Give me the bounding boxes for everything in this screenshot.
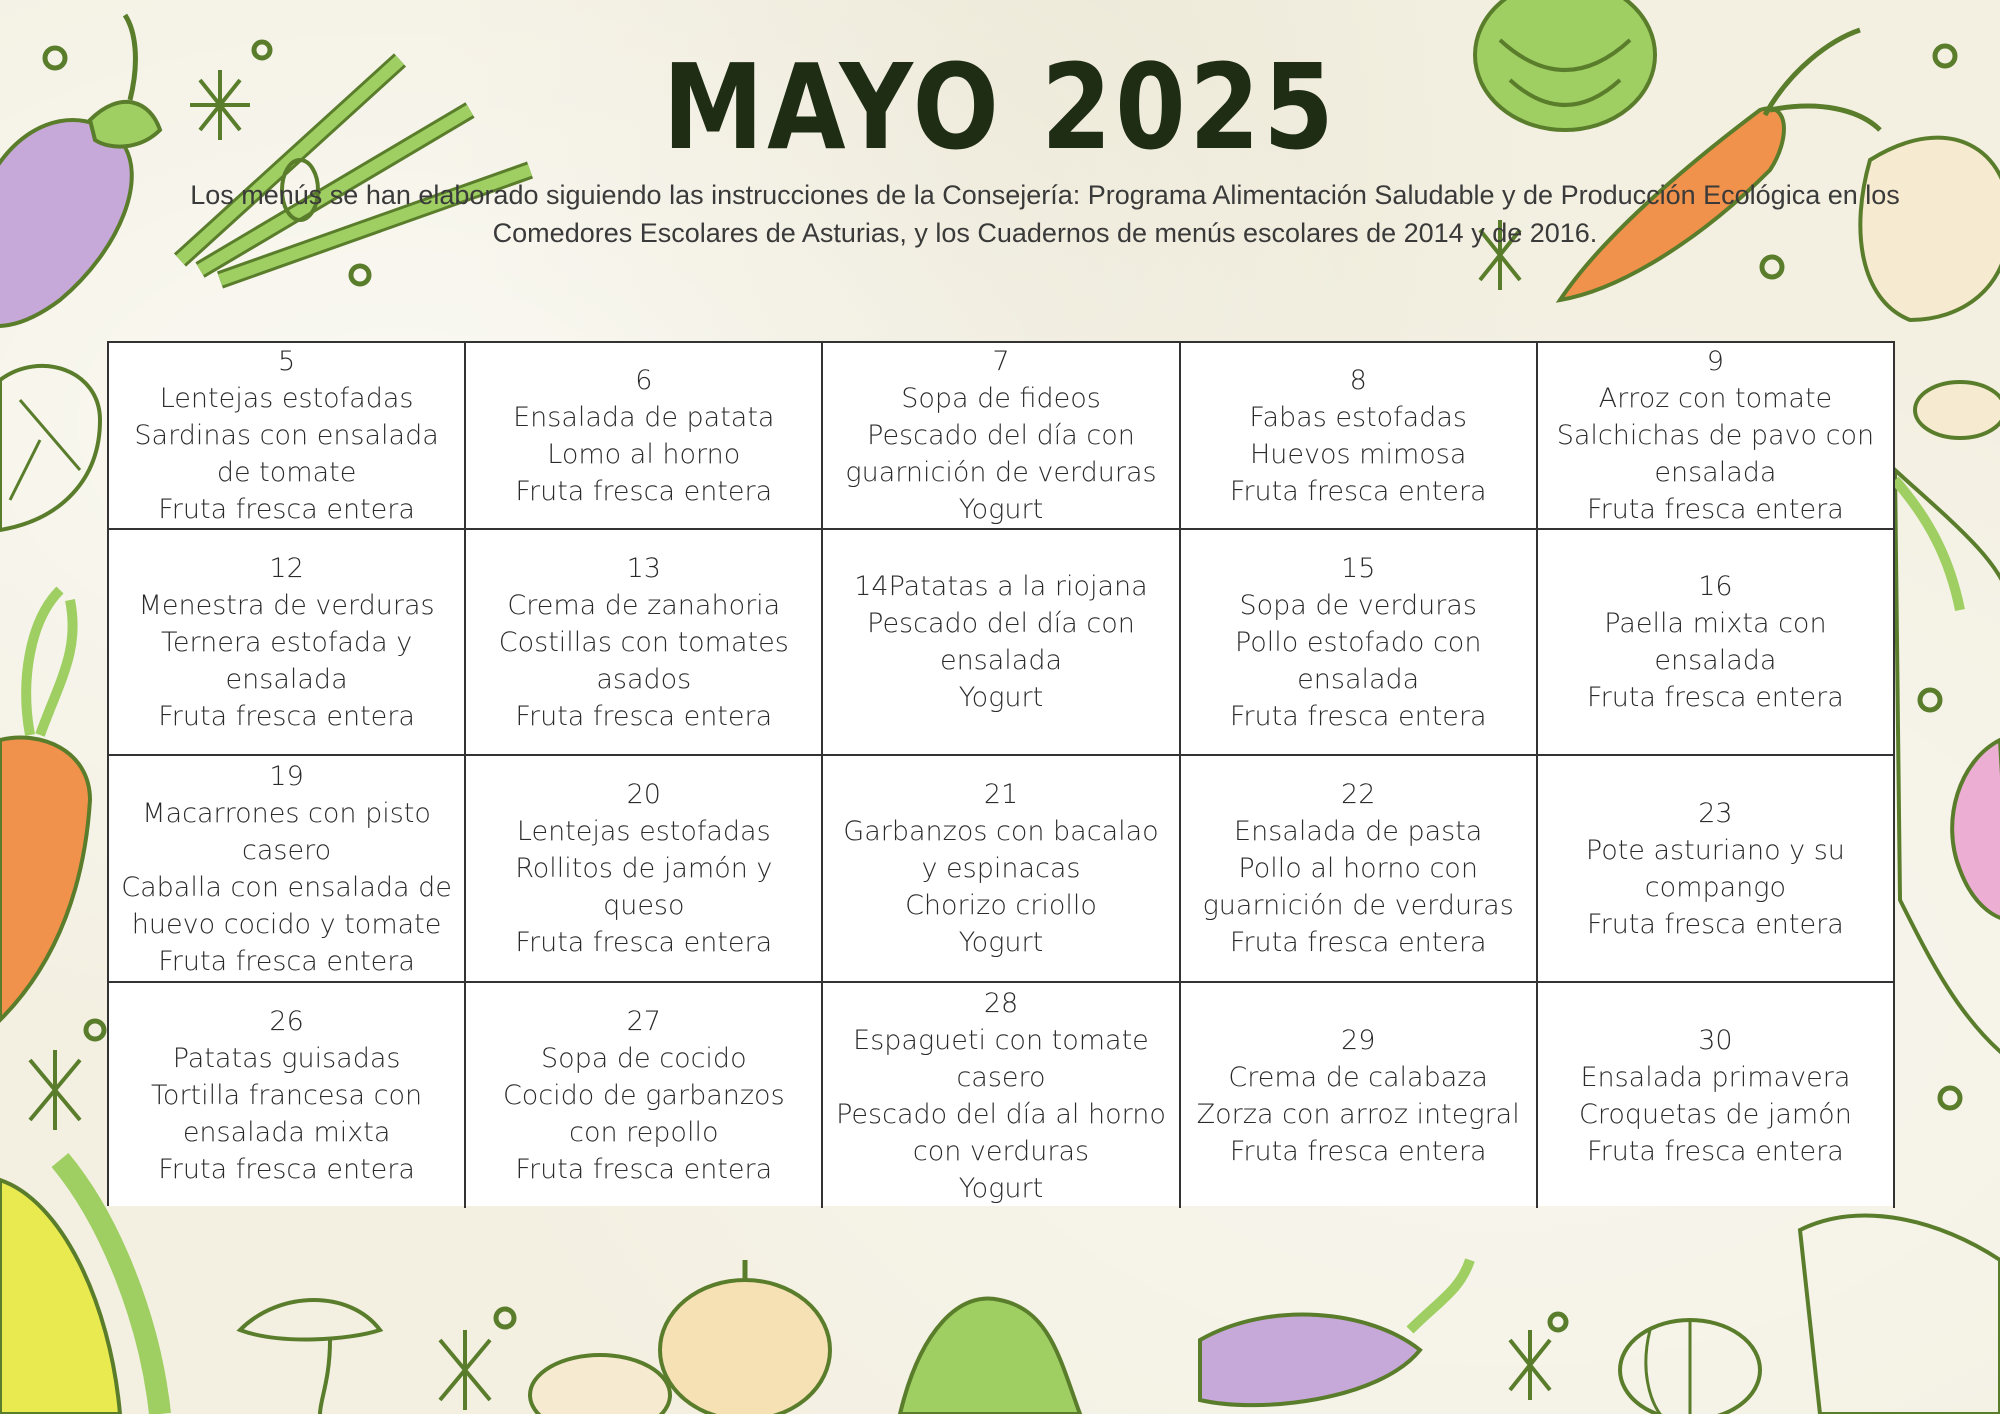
menu-item: de tomate [216, 457, 357, 488]
menu-item: Sopa de verduras [1239, 589, 1477, 621]
menu-item: Yogurt [958, 682, 1044, 713]
day-number: 8 [1349, 364, 1367, 396]
menu-item: Yogurt [958, 927, 1044, 958]
day-number: 22 [1341, 779, 1376, 810]
menu-item: Ensalada primavera [1580, 1061, 1851, 1093]
menu-item: Chorizo criollo [905, 890, 1097, 921]
day-cell [823, 983, 1180, 1208]
day-number: 13 [626, 552, 661, 584]
menu-item: Ensalada de patata [513, 401, 775, 433]
menu-item: ensalada mixta [182, 1117, 391, 1148]
day-cell [466, 530, 823, 756]
day-number: 26 [269, 1006, 304, 1037]
menu-item: Paella mixta con [1604, 608, 1827, 639]
day-number: 14 [854, 571, 889, 602]
subtitle-line: Los menús se han elaborado siguiendo las instrucciones de la Consejería: Programa Alimentación Saludable y de Producción Ecológica en los [190, 180, 1900, 210]
onion-icon [530, 1260, 830, 1414]
subtitle [105, 176, 1985, 252]
day-cell [109, 530, 466, 756]
menu-item: Fabas estofadas [1249, 401, 1467, 433]
day-number: 6 [635, 364, 653, 396]
menu-item: Fruta fresca entera [158, 945, 415, 977]
menu-item: Fruta fresca entera [1229, 1135, 1487, 1167]
day-number: 16 [1698, 571, 1733, 602]
menu-item: Fruta fresca entera [1587, 1135, 1844, 1167]
menu-calendar-grid [107, 341, 1895, 1206]
menu-item: Tortilla francesa con [151, 1080, 423, 1111]
day-header-line [854, 568, 1147, 605]
day-number: 5 [278, 346, 296, 377]
menu-item: Croquetas de jamón [1578, 1098, 1852, 1130]
day-cell [823, 756, 1180, 983]
menu-item: ensalada [1297, 663, 1420, 695]
menu-item: Fruta fresca entera [515, 927, 773, 958]
day-cell [823, 530, 1180, 756]
day-cell [1181, 983, 1538, 1208]
day-number: 20 [626, 779, 661, 810]
day-cell [466, 343, 823, 530]
lettuce-icon [0, 366, 100, 530]
menu-item: con verduras [912, 1135, 1090, 1167]
menu-item: Garbanzos con bacalao [843, 816, 1159, 847]
menu-item: Lentejas estofadas [516, 816, 771, 847]
menu-item: Huevos mimosa [1249, 438, 1467, 470]
eggplant-icon [0, 15, 160, 326]
menu-item: Lentejas estofadas [159, 383, 414, 414]
beet-icon [1895, 470, 2000, 1060]
menu-item: Pollo al horno con [1238, 853, 1478, 884]
menu-item: guarnición de verduras [845, 457, 1157, 488]
mushroom-icon [240, 1300, 380, 1414]
menu-item: Fruta fresca entera [515, 700, 773, 732]
day-number: 23 [1698, 797, 1733, 829]
day-cell [1181, 343, 1538, 530]
menu-item: Rollitos de jamón y [515, 853, 773, 884]
menu-item: casero [242, 834, 332, 866]
day-cell [109, 756, 466, 983]
day-cell [1538, 343, 1895, 530]
eggplant-icon [1200, 1260, 1470, 1405]
lettuce-icon [900, 1298, 1080, 1414]
day-number: 19 [269, 760, 304, 792]
pumpkin-icon [1620, 1216, 2000, 1414]
menu-item: Fruta fresca entera [1587, 494, 1844, 525]
menu-item: Cocido de garbanzos [502, 1080, 785, 1111]
day-cell [1181, 756, 1538, 983]
menu-item: Menestra de verduras [138, 589, 435, 621]
day-cell [466, 983, 823, 1208]
menu-item: Fruta fresca entera [1229, 927, 1487, 958]
day-cell [109, 983, 466, 1208]
menu-item: Zorza con arroz integral [1196, 1098, 1520, 1130]
day-cell [823, 343, 1180, 530]
menu-item: Fruta fresca entera [1229, 475, 1487, 507]
menu-item: Lomo al horno [547, 438, 741, 470]
menu-item: Yogurt [958, 1172, 1044, 1204]
menu-item: Patatas guisadas [172, 1043, 401, 1074]
menu-item: Crema de calabaza [1228, 1061, 1488, 1093]
menu-item: Patatas a la riojana [888, 571, 1148, 602]
menu-item: Fruta fresca entera [158, 1154, 415, 1185]
menu-item: con repollo [569, 1117, 719, 1148]
menu-item: Caballa con ensalada de [121, 871, 452, 903]
menu-item: Ensalada de pasta [1234, 816, 1483, 847]
menu-item: ensalada [225, 663, 348, 695]
menu-item: Fruta fresca entera [515, 1154, 773, 1185]
menu-item: Salchichas de pavo con [1556, 420, 1875, 451]
menu-item: Pescado del día con [867, 420, 1135, 451]
day-number: 15 [1341, 552, 1376, 584]
menu-item: compango [1644, 871, 1786, 903]
menu-item: Pescado del día con [867, 608, 1135, 639]
day-number: 28 [983, 987, 1019, 1019]
day-number: 29 [1341, 1024, 1376, 1056]
day-number: 12 [269, 552, 304, 584]
subtitle-line: Comedores Escolares de Asturias, y los Cuadernos de menús escolares de 2014 y de 2016. [492, 218, 1598, 248]
day-cell [1538, 983, 1895, 1208]
carrot-icon [0, 590, 90, 1020]
menu-item: ensalada [1654, 645, 1777, 676]
menu-item: Arroz con tomate [1598, 383, 1833, 414]
menu-item: ensalada [939, 645, 1063, 676]
day-number: 30 [1698, 1024, 1733, 1056]
menu-item: Yogurt [958, 494, 1044, 525]
day-cell [466, 756, 823, 983]
menu-item: casero [956, 1061, 1046, 1093]
day-cell [1181, 530, 1538, 756]
menu-item: Fruta fresca entera [515, 475, 773, 507]
menu-item: Fruta fresca entera [1587, 908, 1844, 940]
menu-item: Sardinas con ensalada [134, 420, 439, 451]
menu-item: Fruta fresca entera [1587, 682, 1844, 713]
menu-item: ensalada [1654, 457, 1777, 488]
menu-item: Crema de zanahoria [507, 589, 781, 621]
day-number: 9 [1706, 346, 1724, 377]
day-number: 7 [992, 346, 1010, 377]
menu-item: Ternera estofada y [161, 626, 413, 658]
menu-item: Macarrones con pisto [142, 797, 431, 829]
menu-item: Fruta fresca entera [158, 700, 415, 732]
menu-item: queso [603, 890, 685, 921]
menu-item: Fruta fresca entera [158, 494, 415, 525]
day-cell [109, 343, 466, 530]
day-cell [1538, 530, 1895, 756]
menu-item: y espinacas [921, 853, 1081, 884]
menu-item: Espagueti con tomate [853, 1024, 1149, 1056]
menu-item: guarnición de verduras [1202, 890, 1514, 921]
menu-item: Pescado del día al horno [836, 1098, 1166, 1130]
page-title: MAYO 2025 [662, 38, 1338, 176]
menu-item: huevo cocido y tomate [131, 908, 442, 940]
menu-item: Fruta fresca entera [1229, 700, 1487, 732]
menu-item: Sopa de cocido [540, 1043, 747, 1074]
menu-item: asados [596, 663, 692, 695]
menu-item: Pote asturiano y su [1585, 834, 1845, 866]
menu-item: Costillas con tomates [498, 626, 789, 658]
day-number: 27 [626, 1006, 661, 1037]
menu-item: Sopa de fideos [901, 383, 1101, 414]
day-number: 21 [983, 779, 1019, 810]
day-cell [1538, 756, 1895, 983]
menu-item: Pollo estofado con [1234, 626, 1482, 658]
